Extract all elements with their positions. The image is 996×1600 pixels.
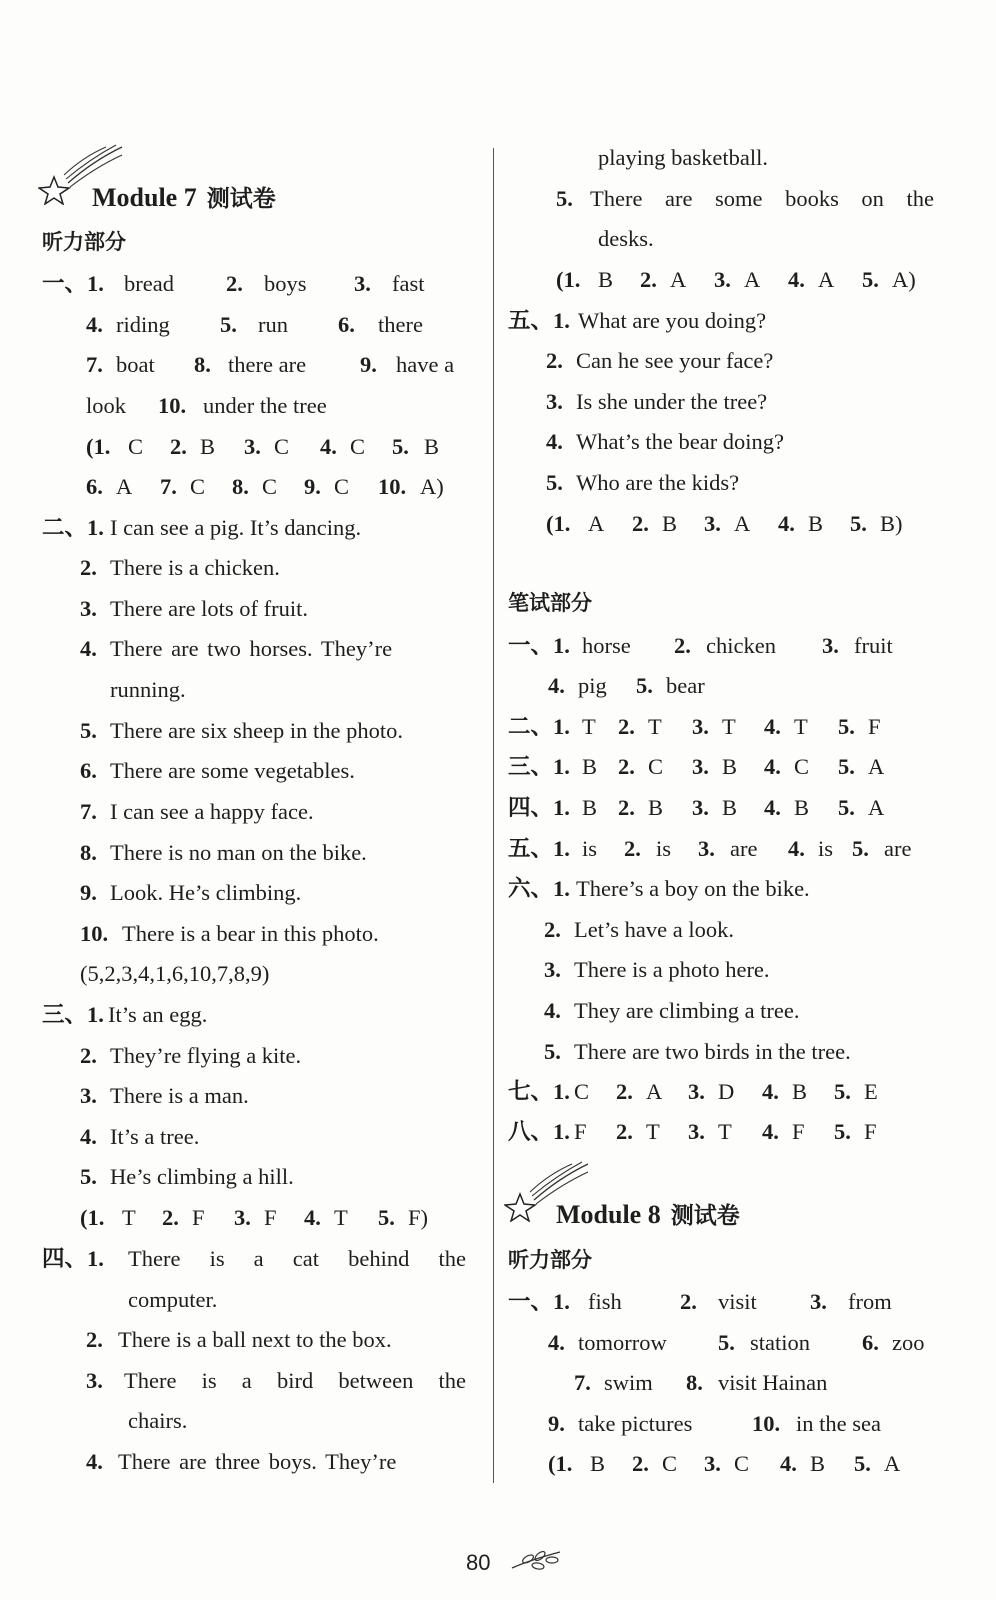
- m7-sec4-item3-cont: chairs.: [128, 1408, 188, 1433]
- m7-sec2-order: (5,2,3,4,1,6,10,7,8,9): [80, 961, 270, 986]
- column-divider: [493, 148, 494, 1483]
- m7-sec4-answers: (1. B 2. A 3. A 4. A 5. A): [556, 267, 916, 292]
- w-sec7: 七、1. C 2. A 3. D 4. B 5. E: [508, 1079, 878, 1104]
- m7-sec1-row2: 4. riding 5. run 6. there: [86, 312, 423, 337]
- m7-sec2-item2: 2. There is a chicken.: [80, 555, 280, 580]
- w-sec5: 五、1. is 2. is 3. are 4. is 5. are: [508, 836, 912, 861]
- page-number: 80: [466, 1550, 491, 1575]
- w-sec8: 八、1. F 2. T 3. T 4. F 5. F: [508, 1119, 877, 1144]
- m7-sec4-item5-cont: desks.: [598, 226, 654, 251]
- leaf-ornament-icon: [510, 1546, 564, 1574]
- writing-section-label: 笔试部分: [508, 591, 592, 615]
- w-sec6-item2: 2. Let’s have a look.: [544, 917, 734, 942]
- m7-sec1-row4: look 10. under the tree: [86, 393, 327, 418]
- m7-sec2-item1: 二、1. I can see a pig. It’s dancing.: [42, 515, 362, 540]
- m7-sec2-item9: 9. Look. He’s climbing.: [80, 880, 302, 905]
- m7-sec2-item6: 6. There are some vegetables.: [80, 758, 355, 783]
- m7-sec2-item5: 5. There are six sheep in the photo.: [80, 718, 404, 743]
- m8-sec1-row2: 4. tomorrow 5. station 6. zoo: [548, 1330, 925, 1355]
- m7-sec2-item8: 8. There is no man on the bike.: [80, 840, 367, 865]
- m7-sec4-item1: 四、1. There is a cat behind the: [42, 1246, 466, 1271]
- m7-sec5-item2: 2. Can he see your face?: [546, 348, 774, 373]
- w-sec6-item3: 3. There is a photo here.: [544, 957, 770, 982]
- m7-sec5-item1: 五、1. What are you doing?: [508, 308, 767, 333]
- m7-sec5-answers: (1. A 2. B 3. A 4. B 5. B): [546, 511, 903, 536]
- m7-sec4-item5: 5. There are some books on the: [556, 186, 934, 211]
- m7-sec1-row1: 一、1. bread 2. boys 3. fast: [42, 271, 425, 296]
- m7-sec3-item2: 2. They’re flying a kite.: [80, 1043, 302, 1068]
- w-sec1-row2: 4. pig 5. bear: [548, 673, 705, 698]
- module7-title: Module 7 测试卷: [92, 183, 276, 212]
- m7-sec5-item3: 3. Is she under the tree?: [546, 389, 768, 414]
- m7-sec4-item3: 3. There is a bird between the: [86, 1368, 466, 1393]
- m7-sec5-item5: 5. Who are the kids?: [546, 470, 740, 495]
- m7-sec4-item2: 2. There is a ball next to the box.: [86, 1327, 392, 1352]
- m7-sec1-answers-1: (1. C 2. B 3. C 4. C 5. B: [86, 434, 440, 459]
- m8-sec1-answers: (1. B 2. C 3. C 4. B 5. A: [548, 1451, 901, 1476]
- listening-section-label: 听力部分: [508, 1248, 592, 1272]
- m7-sec4-item1-cont: computer.: [128, 1287, 218, 1312]
- w-sec2: 二、1. T 2. T 3. T 4. T 5. F: [508, 714, 881, 739]
- m7-sec3-item5: 5. He’s climbing a hill.: [80, 1164, 294, 1189]
- m7-sec5-item4: 4. What’s the bear doing?: [546, 429, 785, 454]
- m7-sec3-item4: 4. It’s a tree.: [80, 1124, 200, 1149]
- w-sec6-item1: 六、1. There’s a boy on the bike.: [508, 876, 810, 901]
- w-sec4: 四、1. B 2. B 3. B 4. B 5. A: [508, 795, 885, 820]
- m7-sec3-answers: (1. T 2. F 3. F 4. T 5. F): [80, 1205, 429, 1230]
- module8-title: Module 8 测试卷: [556, 1200, 740, 1229]
- m8-sec1-row1: 一、1. fish 2. visit 3. from: [508, 1289, 892, 1314]
- m7-sec3-item1: 三、1. It’s an egg.: [42, 1002, 208, 1027]
- m8-sec1-row3: 7. swim 8. visit Hainan: [574, 1370, 828, 1395]
- m7-sec3-item3: 3. There is a man.: [80, 1083, 249, 1108]
- m7-sec2-item4: 4. There are two horses. They’re: [80, 636, 393, 661]
- m7-sec1-row3: 7. boat 8. there are 9. have a: [86, 352, 455, 377]
- w-sec3: 三、1. B 2. C 3. B 4. C 5. A: [508, 754, 885, 779]
- listening-section-label: 听力部分: [42, 230, 126, 254]
- m7-sec2-item7: 7. I can see a happy face.: [80, 799, 314, 824]
- m7-sec2-item3: 3. There are lots of fruit.: [80, 596, 309, 621]
- w-sec1-row1: 一、1. horse 2. chicken 3. fruit: [508, 633, 893, 658]
- m7-sec4-item4-cont: playing basketball.: [598, 145, 768, 170]
- m7-sec2-item10: 10. There is a bear in this photo.: [80, 921, 379, 946]
- m7-sec2-item4-cont: running.: [110, 677, 186, 702]
- m8-sec1-row4: 9. take pictures 10. in the sea: [548, 1411, 881, 1436]
- m7-sec1-answers-2: 6. A 7. C 8. C 9. C 10. A): [86, 474, 444, 499]
- w-sec6-item4: 4. They are climbing a tree.: [544, 998, 800, 1023]
- w-sec6-item5: 5. There are two birds in the tree.: [544, 1039, 851, 1064]
- m7-sec4-item4: 4. There are three boys. They’re: [86, 1449, 397, 1474]
